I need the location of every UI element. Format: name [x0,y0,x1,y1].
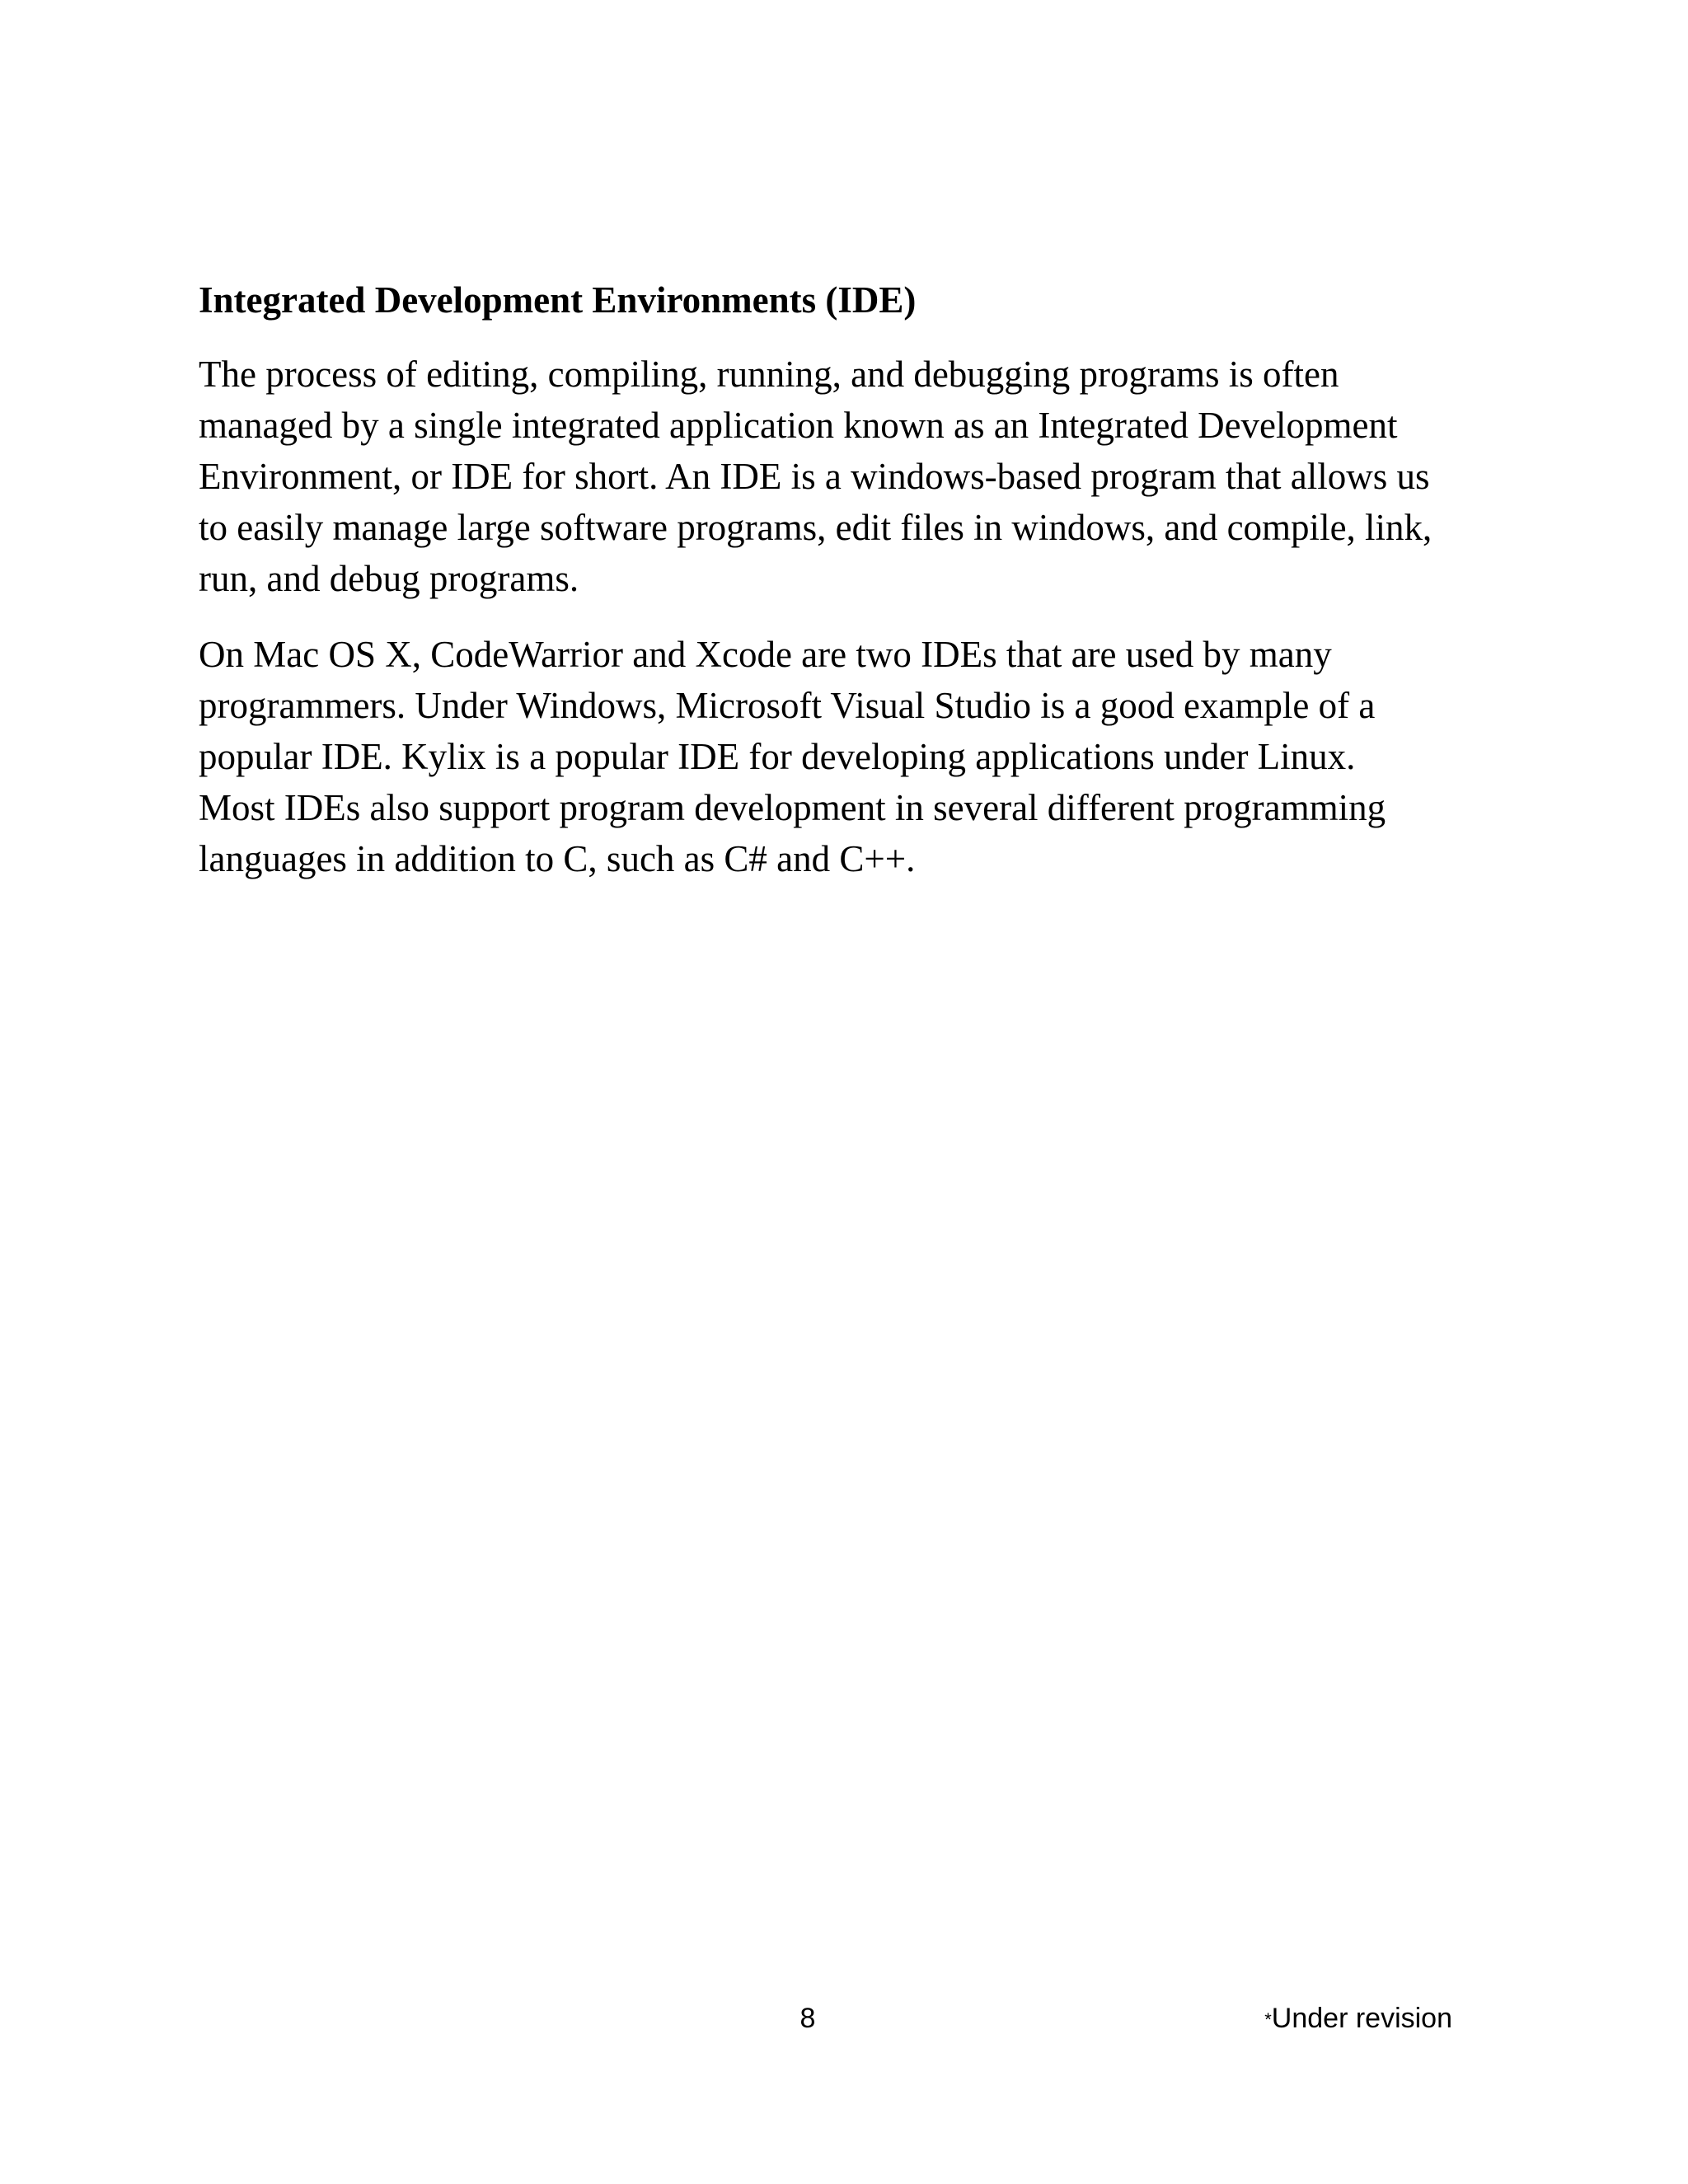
revision-asterisk: * [1264,2009,1272,2030]
page-number: 8 [799,2003,816,2034]
paragraph-line: programmers. Under Windows, Microsoft Visual Studio is a good example of a [199,685,1376,726]
paragraph-line: On Mac OS X, CodeWarrior and Xcode are two IDEs that are used by many [199,634,1332,675]
revision-note-text: Under revision [1271,2003,1452,2034]
paragraph-line: Environment, or IDE for short. An IDE is a windows-based program that allows us [199,456,1430,497]
paragraph-line: The process of editing, compiling, running, and debugging programs is often [199,354,1339,395]
paragraph-1 [199,349,1509,604]
paragraph-line: popular IDE. Kylix is a popular IDE for developing applications under Linux. [199,736,1356,777]
paragraph-line: run, and debug programs. [199,558,579,599]
paragraph-line: Most IDEs also support program development in several different programming [199,787,1386,828]
paragraph-line: to easily manage large software programs, edit files in windows, and compile, link, [199,507,1432,548]
paragraph-line: languages in addition to C, such as C# and C++. [199,838,916,879]
paragraph-2 [199,629,1509,884]
page-content [199,274,1509,909]
paragraph-line: managed by a single integrated application known as an Integrated Development [199,405,1398,446]
section-heading: Integrated Development Environments (IDE) [199,279,917,321]
revision-note [1236,2001,1452,2037]
